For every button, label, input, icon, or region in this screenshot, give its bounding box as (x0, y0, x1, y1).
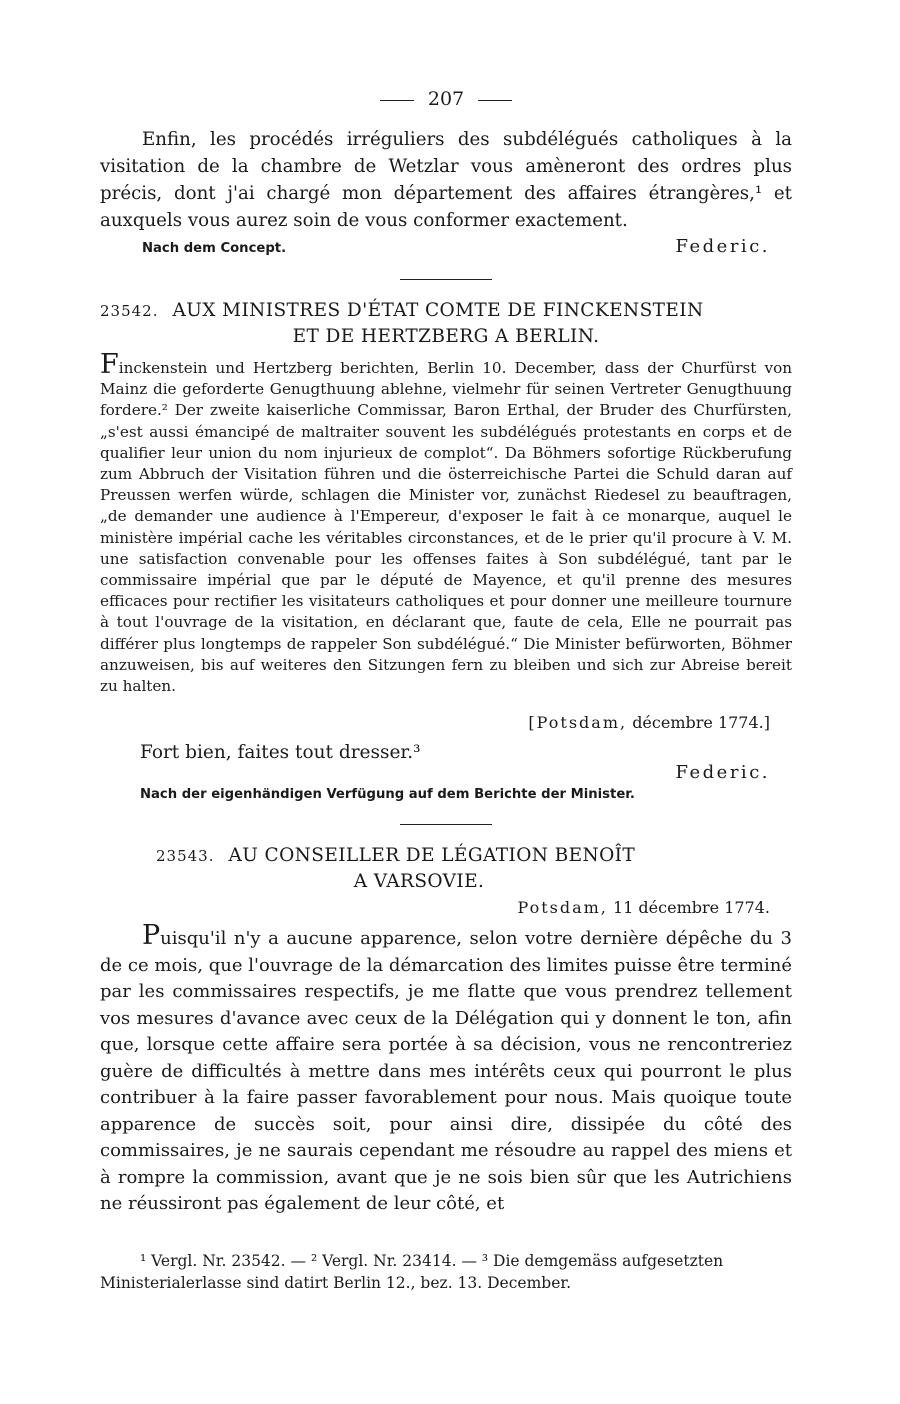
letter-text: uisqu'il n'y a aucune apparence, selon votre dernière dépêche du 3 de ce mois, que l'ouvrage de la démarcation des limites puisse être terminé par les commissaires respectifs, je me flatte que vous prendrez tellement vos mesures d'avance avec ceux de la Délégation qui y donnent le ton, afin que, lorsque cette affaire sera portée à sa décision, vous ne rencontreriez guère de difficultés à mettre dans mes intérêts ceux qui pourront le plus contribuer à la faire passer favorablement pour nous. Mais quoique toute apparence de succès soit, pour ainsi dire, dissipée du côté des commissaires, je ne saurais cependant me résoudre au rappel des miens et à rompre la commission, avant que je ne sois bien sûr que les Autrichiens ne réussiront pas également de leur côté, et (100, 928, 792, 1215)
summary-text: inckenstein und Hertzberg berichten, Berlin 10. December, dass der Churfürst von Mainz die geforderte Genugthuung ablehne, vielmehr für seinen Vertreter Genugthuung fordere.² Der zweite kaiserliche Commissar, Baron Erthal, der Bruder des Churfürsten, „s'est aussi émancipé de maltraiter souvent les subdélégués protestants en corps et de qualifier leur union du nom injurieux de complot“. Da Böhmers sofortige Rückberufung zum Abbruch der Visitation führen und die österreichische Partei die Schuld daran auf Preussen werfen würde, schlagen die Minister vor, zunächst Riedesel zu beauftragen, „de demander une audience à l'Empereur, d'exposer le fait à ce monarque, auquel le ministère impérial cache les véritables circonstances, et de le prier qu'il procure à V. M. une satisfaction convenable pour les offenses faites à Son subdélégué, tant par le commissaire impérial que par le député de Mayence, et qu'il prenne des mesures efficaces pour rectifier les visitateurs catholiques et pour donner une meilleure tournure à tout l'ouvrage de la visitation, en déclarant que, faute de cela, Elle ne pourrait pas différer plus longtemps de rappeler Son subdélégué.“ Die Minister befürworten, Böhmer anzuweisen, bis auf weiteres den Sitzungen fern zu bleiben und sich zur Abreise bereit zu halten. (100, 359, 792, 696)
signature: Federic. (675, 236, 770, 257)
doc-number: 23543. (156, 847, 215, 866)
page-number-row (100, 88, 792, 110)
initial-letter: P (142, 920, 161, 952)
place-date (100, 713, 770, 732)
date: 11 décembre 1774. (612, 898, 770, 918)
place: [Potsdam, (528, 713, 628, 733)
doc-number: 23542. (100, 302, 159, 320)
document-page (100, 88, 792, 1294)
letter1-footer (100, 236, 792, 257)
footnote-line: Ministerialerlasse sind datirt Berlin 12., bez. 13. December. (100, 1273, 572, 1292)
resolution-row (100, 742, 792, 783)
place-date (100, 898, 770, 917)
footnotes (100, 1250, 792, 1294)
initial-letter: F (100, 349, 119, 380)
place: Potsdam, (517, 898, 608, 918)
heading-line-1: AU CONSEILLER DE LÉGATION BENOÎT (228, 845, 636, 867)
source-note: Nach dem Concept. (142, 241, 287, 256)
heading-line-2: A VARSOVIE. (353, 871, 485, 893)
report-summary (100, 349, 792, 697)
heading-line-2: ET DE HERTZBERG A BERLIN. (292, 326, 600, 347)
letter-body (100, 920, 792, 1218)
resolution-text: Fort bien, faites tout dresser.³ (140, 742, 421, 764)
separator-rule (400, 824, 492, 825)
signature: Federic. (675, 762, 770, 784)
dash-right (478, 100, 512, 101)
doc-heading-23542 (100, 298, 792, 349)
separator-rule (400, 279, 492, 280)
heading-line-1: AUX MINISTRES D'ÉTAT COMTE DE FINCKENSTEIN (172, 300, 704, 321)
dash-left (380, 100, 414, 101)
doc-heading-23543 (100, 843, 792, 894)
footnote-line: ¹ Vergl. Nr. 23542. — ² Vergl. Nr. 23414. — ³ Die demgemäss aufgesetzten (140, 1251, 724, 1270)
source-note: Nach der eigenhändigen Verfügung auf dem Berichte der Minister. (140, 787, 635, 803)
page-number: 207 (427, 88, 465, 110)
letter-continuation: Enfin, les procédés irréguliers des subdélégués catholiques à la visitation de la chambre de Wetzlar vous amèneront des ordres plus précis, dont j'ai chargé mon département des affaires étrangères,¹ et auxquels vous aurez soin de vous conformer exactement. (100, 129, 792, 231)
date: décembre 1774.] (632, 713, 770, 733)
